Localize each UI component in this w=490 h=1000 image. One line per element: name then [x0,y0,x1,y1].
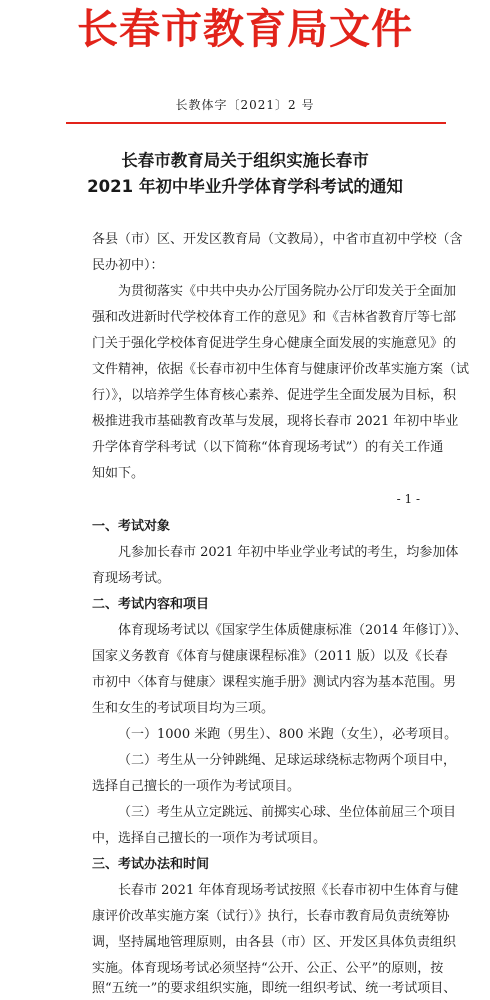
document-title-line-2: 2021 年初中毕业升学体育学科考试的通知 [87,177,403,196]
document-number: 长教体字〔2021〕2 号 [175,98,315,112]
body-line: 国家义务教育《体育与健康课程标准》（2011 版）以及《长春 [92,649,448,664]
body-line: 各县（市）区、开发区教育局（文教局），中省市直初中学校（含 [92,232,463,247]
body-line: 极推进我市基础教育改革与发展，现将长春市 2021 年初中毕业 [92,414,459,429]
body-line: 行）》，以培养学生体育核心素养、促进学生全面发展为目标，积 [92,388,457,403]
body-line: （三）考生从立定跳远、前掷实心球、坐位体前屈三个项目 [118,805,457,820]
body-line: 市初中〈体育与健康〉课程实施手册》测试内容为基本范围。男 [92,675,457,690]
body-line: 育现场考试。 [92,571,171,586]
section-heading: 一、考试对象 [92,519,171,534]
section-heading: 三、考试办法和时间 [92,857,210,872]
body-line: 为贯彻落实《中共中央办公厅国务院办公厅印发关于全面加 [118,284,457,299]
body-line: 凡参加长春市 2021 年初中毕业学业考试的考生，均参加体 [118,545,459,560]
body-line: 中，选择自己擅长的一项作为考试项目。 [92,831,327,846]
body-line: 生和女生的考试项目均为三项。 [92,701,275,716]
red-divider-line [66,122,446,124]
body-line: 强和改进新时代学校体育工作的意见》和《吉林省教育厅等七部 [92,310,457,325]
body-line: （一）1000 米跑（男生）、800 米跑（女生），必考项目。 [118,727,458,742]
body-line: 门关于强化学校体育促进学生身心健康全面发展的实施意见》的 [92,336,457,351]
body-line: 升学体育学科考试（以下简称“体育现场考试”）的有关工作通 [92,440,444,455]
body-line: 调，坚持属地管理原则，由各县（市）区、开发区具体负责组织 [92,935,457,950]
body-line: 实施。体育现场考试必须坚持“公开、公正、公平”的原则，按 [92,961,444,976]
document-header-title: 长春市教育局文件 [77,5,413,53]
body-line: 知如下。 [92,466,145,481]
body-line: （二）考生从一分钟跳绳、足球运球绕标志物两个项目中， [118,753,457,768]
body-line: 文件精神，依据《长春市初中生体育与健康评价改革实施方案（试 [92,362,470,377]
body-line: 康评价改革实施方案（试行）》执行，长春市教育局负责统筹协 [92,909,450,924]
body-line: 体育现场考试以《国家学生体质健康标准（2014 年修订）》、 [118,623,468,638]
body-line: 选择自己擅长的一项作为考试项目。 [92,779,301,794]
page-number: - 1 - [396,492,420,506]
document-title-line-1: 长春市教育局关于组织实施长春市 [121,151,369,170]
section-heading: 二、考试内容和项目 [92,597,210,612]
body-line: 长春市 2021 年体育现场考试按照《长春市初中生体育与健 [118,883,459,898]
body-line: 民办初中）： [92,258,164,273]
body-line: 照“五统一”的要求组织实施，即统一组织考试、统一考试项目、 [92,981,457,996]
